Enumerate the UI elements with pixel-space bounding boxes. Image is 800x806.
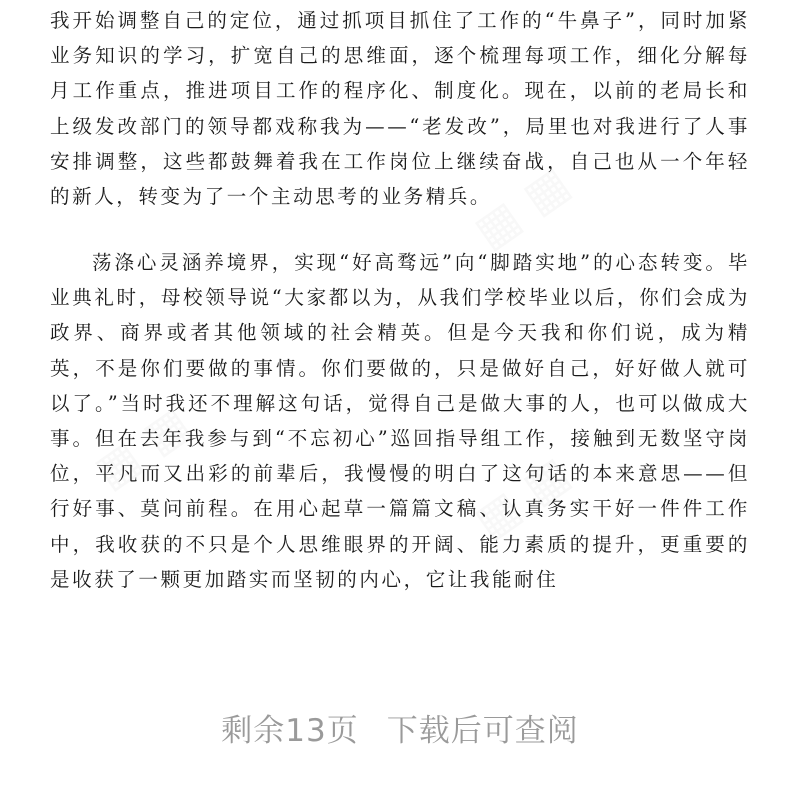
remaining-pages-label: 剩余13页 bbox=[221, 713, 359, 749]
body-paragraph-2: 荡涤心灵涵养境界，实现“好高骛远”向“脚踏实地”的心态转变。毕业典礼时，母校领导说“大家都以为，从我们学校毕业以后，你们会成为政界、商界或者其他领域的社会精英。但是今天我和你们说，成为精英，不是你们要做的事情。你们要做的，只是做好自己，好好做人就可以了。”当时我还不理解这句话，觉得自己是做大事的人，也可以做成大事。但在去年我参与到“不忘初心”巡回指导组工作，接触到无数坚守岗位，平凡而又出彩的前辈后，我慢慢的明白了这句话的本来意思——但行好事、莫问前程。在用心起草一篇篇文稿、认真务实干好一件件工作中，我收获的不只是个人思维眼界的开阔、能力素质的提升，更重要的是收获了一颗更加踏实而坚韧的内心，它让我能耐住 bbox=[50, 251, 750, 591]
watermark: ▦ ▦ bbox=[83, 395, 200, 499]
download-hint-label: 下载后可查阅 bbox=[386, 713, 579, 749]
remaining-pages-notice[interactable] bbox=[0, 705, 800, 750]
watermark: ▦ ▦ bbox=[463, 155, 580, 259]
watermark: ▦ ▦ bbox=[463, 445, 580, 549]
body-paragraph-1: 我开始调整自己的定位，通过抓项目抓住了工作的“牛鼻子”，同时加紧业务知识的学习，扩宽自己的思维面，逐个梳理每项工作，细化分解每月工作重点，推进项目工作的程序化、制度化。现在，以前的老局长和上级发改部门的领导都戏称我为——“老发改”，局里也对我进行了人事安排调整，这些都鼓舞着我在工作岗位上继续奋战，自己也从一个年轻的新人，转变为了一个主动思考的业务精兵。 bbox=[50, 9, 750, 209]
